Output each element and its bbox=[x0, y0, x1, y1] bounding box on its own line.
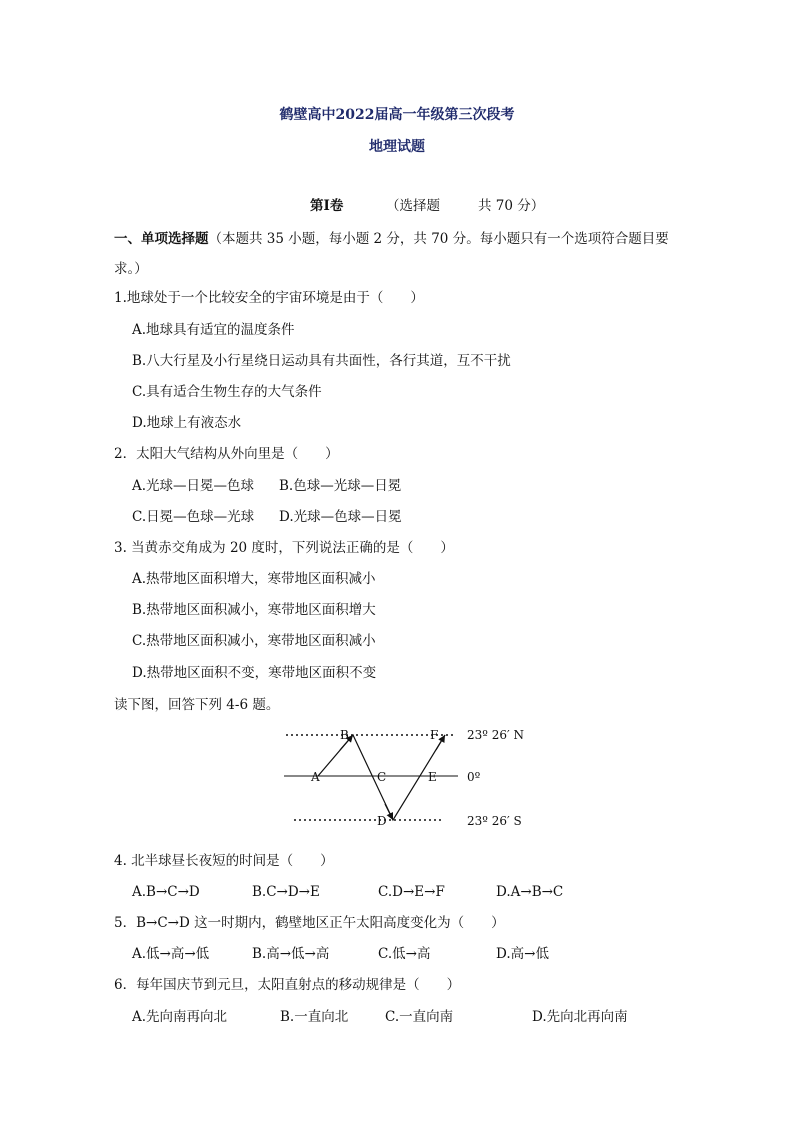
q1-option-c: C.具有适合生物生存的大气条件 bbox=[132, 384, 322, 400]
north-latitude-label: 23º 26′ N bbox=[467, 728, 525, 742]
q1-option-a: A.地球具有适宜的温度条件 bbox=[132, 322, 295, 338]
section-type: （选择题 bbox=[386, 198, 440, 214]
q4-option-c: C.D→E→F bbox=[378, 884, 445, 900]
q2-option-d: D.光球—色球—日冕 bbox=[279, 509, 402, 525]
q6-option-a: A.先向南再向北 bbox=[132, 1009, 228, 1025]
q6-option-b: B.一直向北 bbox=[280, 1009, 349, 1025]
point-f-label: F bbox=[430, 728, 439, 742]
south-latitude-label: 23º 26′ S bbox=[467, 814, 522, 828]
q3-option-b: B.热带地区面积减小，寒带地区面积增大 bbox=[132, 602, 376, 618]
part1-instruction-block bbox=[114, 224, 694, 284]
q3-option-d: D.热带地区面积不变，寒带地区面积不变 bbox=[132, 665, 377, 681]
q3-stem: 3. 当黄赤交角成为 20 度时，下列说法正确的是（ ） bbox=[114, 540, 454, 556]
q4-option-b: B.C→D→E bbox=[252, 884, 320, 900]
q2-option-c: C.日冕—色球—光球 bbox=[132, 509, 255, 525]
q1-option-b: B.八大行星及小行星绕日运动具有共面性，各行其道，互不干扰 bbox=[132, 353, 511, 369]
section-volume: 第Ⅰ卷 bbox=[310, 198, 344, 214]
point-b-label: B bbox=[340, 728, 349, 742]
point-d-label: D bbox=[377, 814, 387, 828]
q6-option-c: C.一直向南 bbox=[385, 1009, 454, 1025]
q1-stem: 1.地球处于一个比较安全的宇宙环境是由于（ ） bbox=[114, 290, 424, 306]
q2-stem: 2．太阳大气结构从外向里是（ ） bbox=[114, 446, 339, 462]
sun-direct-point-diagram bbox=[0, 722, 794, 832]
q5-option-a: A.低→高→低 bbox=[132, 946, 210, 962]
point-a-label: A bbox=[311, 770, 320, 784]
q6-stem: 6．每年国庆节到元旦，太阳直射点的移动规律是（ ） bbox=[114, 977, 461, 993]
q4-option-a: A.B→C→D bbox=[132, 884, 200, 900]
exam-subtitle: 地理试题 bbox=[369, 139, 425, 155]
q4-option-d: D.A→B→C bbox=[496, 884, 564, 900]
q5-option-d: D.高→低 bbox=[496, 946, 549, 962]
equator-label: 0º bbox=[467, 770, 481, 784]
point-c-label: C bbox=[377, 770, 387, 784]
read-figure-instruction: 读下图，回答下列 4-6 题。 bbox=[114, 697, 280, 713]
part1-instruction: （本题共 35 小题，每小题 2 分，共 70 分。每小题只有一个选项符合题目要求。） bbox=[114, 231, 669, 277]
q1-option-d: D.地球上有液态水 bbox=[132, 415, 242, 431]
q5-stem: 5．B→C→D 这一时期内，鹤壁地区正午太阳高度变化为（ ） bbox=[114, 915, 505, 931]
q6-option-d: D.先向北再向南 bbox=[532, 1009, 628, 1025]
q3-option-c: C.热带地区面积减小，寒带地区面积减小 bbox=[132, 633, 376, 649]
q2-option-a: A.光球—日冕—色球 bbox=[132, 478, 255, 494]
point-e-label: E bbox=[428, 770, 437, 784]
q4-stem: 4. 北半球昼长夜短的时间是（ ） bbox=[114, 853, 334, 869]
q3-option-a: A.热带地区面积增大，寒带地区面积减小 bbox=[132, 571, 376, 587]
exam-title: 鹤壁高中2022届高一年级第三次段考 bbox=[279, 107, 515, 123]
q5-option-c: C.低→高 bbox=[378, 946, 431, 962]
section-total: 共 70 分） bbox=[478, 198, 545, 214]
q2-option-b: B.色球—光球—日冕 bbox=[279, 478, 402, 494]
q5-option-b: B.高→低→高 bbox=[252, 946, 330, 962]
part1-heading: 一、单项选择题 bbox=[114, 231, 209, 247]
